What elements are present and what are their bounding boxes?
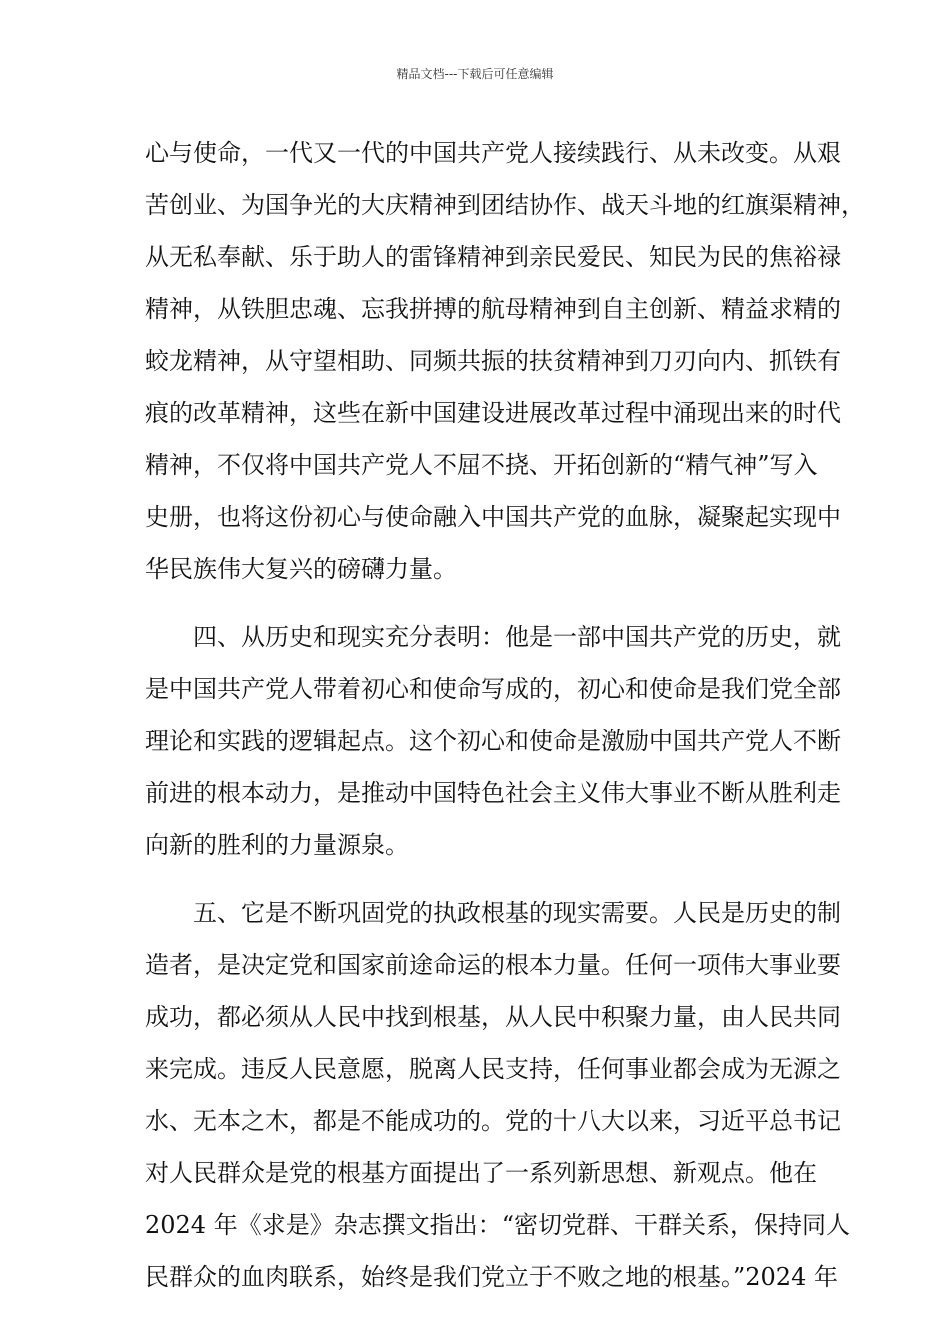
text-line: 向新的胜利的力量源泉。: [145, 831, 409, 859]
paragraph-3: [145, 893, 850, 1309]
text-line: 理论和实践的逻辑起点。这个初心和使命是激励中国共产党人不断: [145, 727, 841, 755]
text-line: 对人民群众是党的根基方面提出了一系列新思想、新观点。他在: [145, 1159, 817, 1187]
text-line: 民群众的血肉联系，始终是我们党立于不败之地的根基。”2024 年: [145, 1263, 838, 1291]
document-body: [145, 133, 865, 1309]
text-line: 华民族伟大复兴的磅礴力量。: [145, 555, 457, 583]
paragraph-1: [145, 133, 865, 601]
text-line: 2024 年《求是》杂志撰文指出：“密切党群、干群关系，保持同人: [145, 1211, 850, 1239]
text-line: 精神，不仅将中国共产党人不屈不挠、开拓创新的“精气神”写入: [145, 451, 818, 479]
paragraph-2: [145, 617, 841, 877]
text-line: 前进的根本动力，是推动中国特色社会主义伟大事业不断从胜利走: [145, 779, 841, 807]
page-header: 精品文档---下载后可任意编辑: [396, 67, 554, 81]
text-line: 成功，都必须从人民中找到根基，从人民中积聚力量，由人民共同: [145, 1003, 841, 1031]
text-line: 五、它是不断巩固党的执政根基的现实需要。人民是历史的制: [145, 899, 841, 927]
text-line: 精神，从铁胆忠魂、忘我拼搏的航母精神到自主创新、精益求精的: [145, 295, 841, 323]
text-line: 水、无本之木，都是不能成功的。党的十八大以来，习近平总书记: [145, 1107, 841, 1135]
text-line: 心与使命，一代又一代的中国共产党人接续践行、从未改变。从艰: [145, 139, 841, 167]
text-line: 来完成。违反人民意愿，脱离人民支持，任何事业都会成为无源之: [145, 1055, 841, 1083]
text-line: 苦创业、为国争光的大庆精神到团结协作、战天斗地的红旗渠精神，: [145, 191, 865, 219]
text-line: 痕的改革精神，这些在新中国建设进展改革过程中涌现出来的时代: [145, 399, 841, 427]
text-line: 史册，也将这份初心与使命融入中国共产党的血脉，凝聚起实现中: [145, 503, 841, 531]
text-line: 从无私奉献、乐于助人的雷锋精神到亲民爱民、知民为民的焦裕禄: [145, 243, 841, 271]
text-line: 是中国共产党人带着初心和使命写成的，初心和使命是我们党全部: [145, 675, 841, 703]
text-line: 蛟龙精神，从守望相助、同频共振的扶贫精神到刀刃向内、抓铁有: [145, 347, 841, 375]
text-line: 造者，是决定党和国家前途命运的根本力量。任何一项伟大事业要: [145, 951, 841, 979]
text-line: 四、从历史和现实充分表明：他是一部中国共产党的历史，就: [145, 623, 841, 651]
